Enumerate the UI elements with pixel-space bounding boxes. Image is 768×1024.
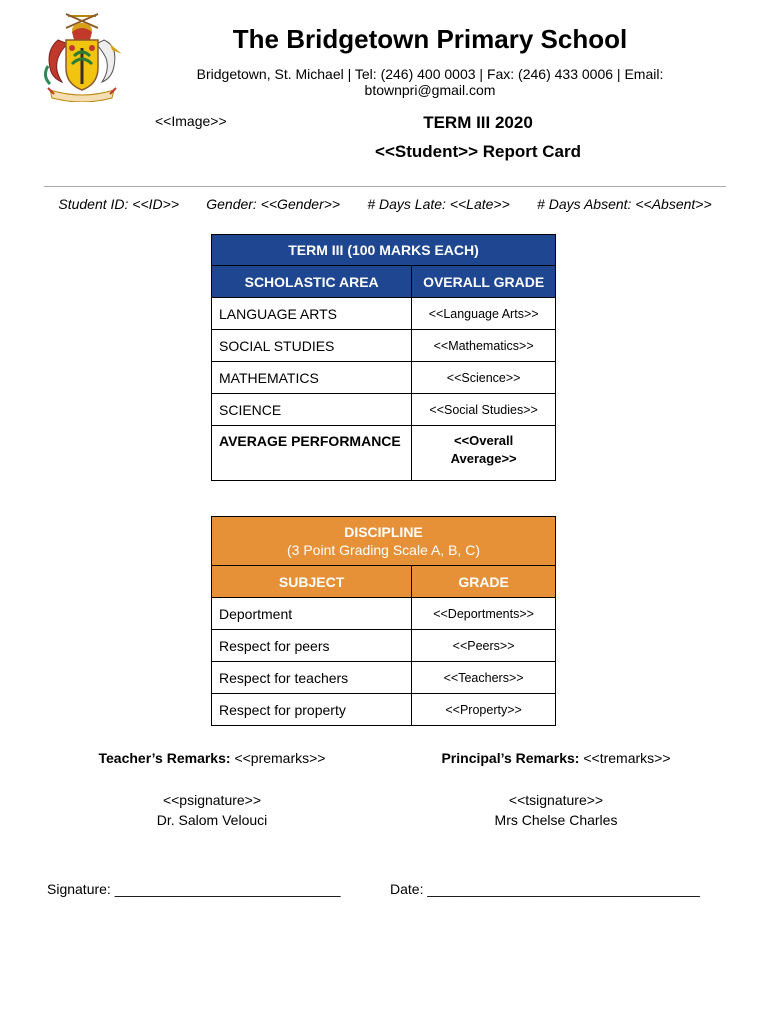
student-info-line bbox=[44, 196, 726, 212]
date-label: Date: bbox=[390, 881, 424, 897]
table-row bbox=[212, 298, 556, 330]
teacher-signature: <<psignature>> bbox=[162, 792, 262, 808]
subject-name: SCIENCE bbox=[212, 394, 412, 426]
barbados-coat-of-arms-icon bbox=[38, 10, 126, 102]
teacher-remarks-label: Teacher’s Remarks: bbox=[98, 750, 231, 766]
table-row bbox=[212, 394, 556, 426]
average-performance-value bbox=[412, 426, 556, 481]
average-row bbox=[212, 426, 556, 481]
discipline-subject: Respect for peers bbox=[212, 630, 412, 662]
scholastic-table bbox=[211, 234, 556, 481]
subject-grade: <<Social Studies>> bbox=[412, 394, 556, 426]
table-row bbox=[212, 362, 556, 394]
discipline-subject: Deportment bbox=[212, 598, 412, 630]
subject-grade: <<Language Arts>> bbox=[412, 298, 556, 330]
student-image-placeholder: <<Image>> bbox=[155, 113, 227, 129]
table-row bbox=[212, 330, 556, 362]
discipline-grade: <<Property>> bbox=[412, 694, 556, 726]
discipline-table bbox=[211, 516, 556, 726]
discipline-grade: <<Deportments>> bbox=[412, 598, 556, 630]
average-performance-label: AVERAGE PERFORMANCE bbox=[212, 426, 412, 481]
subject-name: SOCIAL STUDIES bbox=[212, 330, 412, 362]
date-line: ___________________________________ bbox=[427, 881, 700, 897]
teacher-signature-block bbox=[62, 790, 362, 830]
principal-remarks-label: Principal’s Remarks: bbox=[441, 750, 580, 766]
table-row bbox=[212, 694, 556, 726]
school-contact-info: Bridgetown, St. Michael | Tel: (246) 400 0003 | Fax: (246) 433 0006 | Email: btownpri@gmail.com bbox=[196, 66, 664, 98]
principal-name: Mrs Chelse Charles bbox=[494, 812, 618, 828]
teacher-remarks bbox=[62, 750, 362, 766]
discipline-table-title bbox=[212, 517, 556, 566]
scholastic-table-title: TERM III (100 MARKS EACH) bbox=[212, 235, 556, 266]
principal-signature: <<tsignature>> bbox=[508, 792, 604, 808]
table-row bbox=[212, 598, 556, 630]
discipline-subject: Respect for property bbox=[212, 694, 412, 726]
subject-name: LANGUAGE ARTS bbox=[212, 298, 412, 330]
student-gender: Gender: <<Gender>> bbox=[206, 196, 341, 212]
teacher-name: Dr. Salom Velouci bbox=[156, 812, 268, 828]
teacher-remarks-value: <<premarks>> bbox=[234, 750, 326, 766]
discipline-subtitle: (3 Point Grading Scale A, B, C) bbox=[287, 542, 480, 558]
scholastic-area-header: SCHOLASTIC AREA bbox=[212, 266, 412, 298]
header-divider bbox=[44, 186, 726, 187]
signature-line: _____________________________ bbox=[114, 881, 341, 897]
overall-grade-header: OVERALL GRADE bbox=[412, 266, 556, 298]
average-value-line2: Average>> bbox=[450, 451, 517, 466]
days-late: # Days Late: <<Late>> bbox=[367, 196, 510, 212]
principal-remarks-value: <<tremarks>> bbox=[583, 750, 671, 766]
subject-header: SUBJECT bbox=[212, 566, 412, 598]
date-field bbox=[390, 881, 700, 897]
signature-field bbox=[47, 881, 341, 897]
principal-remarks bbox=[406, 750, 706, 766]
signature-label: Signature: bbox=[47, 881, 111, 897]
discipline-title: DISCIPLINE bbox=[344, 524, 423, 540]
grade-header: GRADE bbox=[412, 566, 556, 598]
school-name: The Bridgetown Primary School bbox=[232, 24, 628, 54]
principal-signature-block bbox=[406, 790, 706, 830]
discipline-grade: <<Teachers>> bbox=[412, 662, 556, 694]
subject-name: MATHEMATICS bbox=[212, 362, 412, 394]
table-row bbox=[212, 662, 556, 694]
average-value-line1: <<Overall bbox=[453, 433, 514, 448]
subject-grade: <<Science>> bbox=[412, 362, 556, 394]
discipline-subject: Respect for teachers bbox=[212, 662, 412, 694]
discipline-grade: <<Peers>> bbox=[412, 630, 556, 662]
report-card-title: <<Student>> Report Card bbox=[375, 142, 581, 161]
student-id: Student ID: <<ID>> bbox=[58, 196, 179, 212]
subject-grade: <<Mathematics>> bbox=[412, 330, 556, 362]
term-title: TERM III 2020 bbox=[423, 113, 533, 132]
days-absent: # Days Absent: <<Absent>> bbox=[537, 196, 712, 212]
table-row bbox=[212, 630, 556, 662]
